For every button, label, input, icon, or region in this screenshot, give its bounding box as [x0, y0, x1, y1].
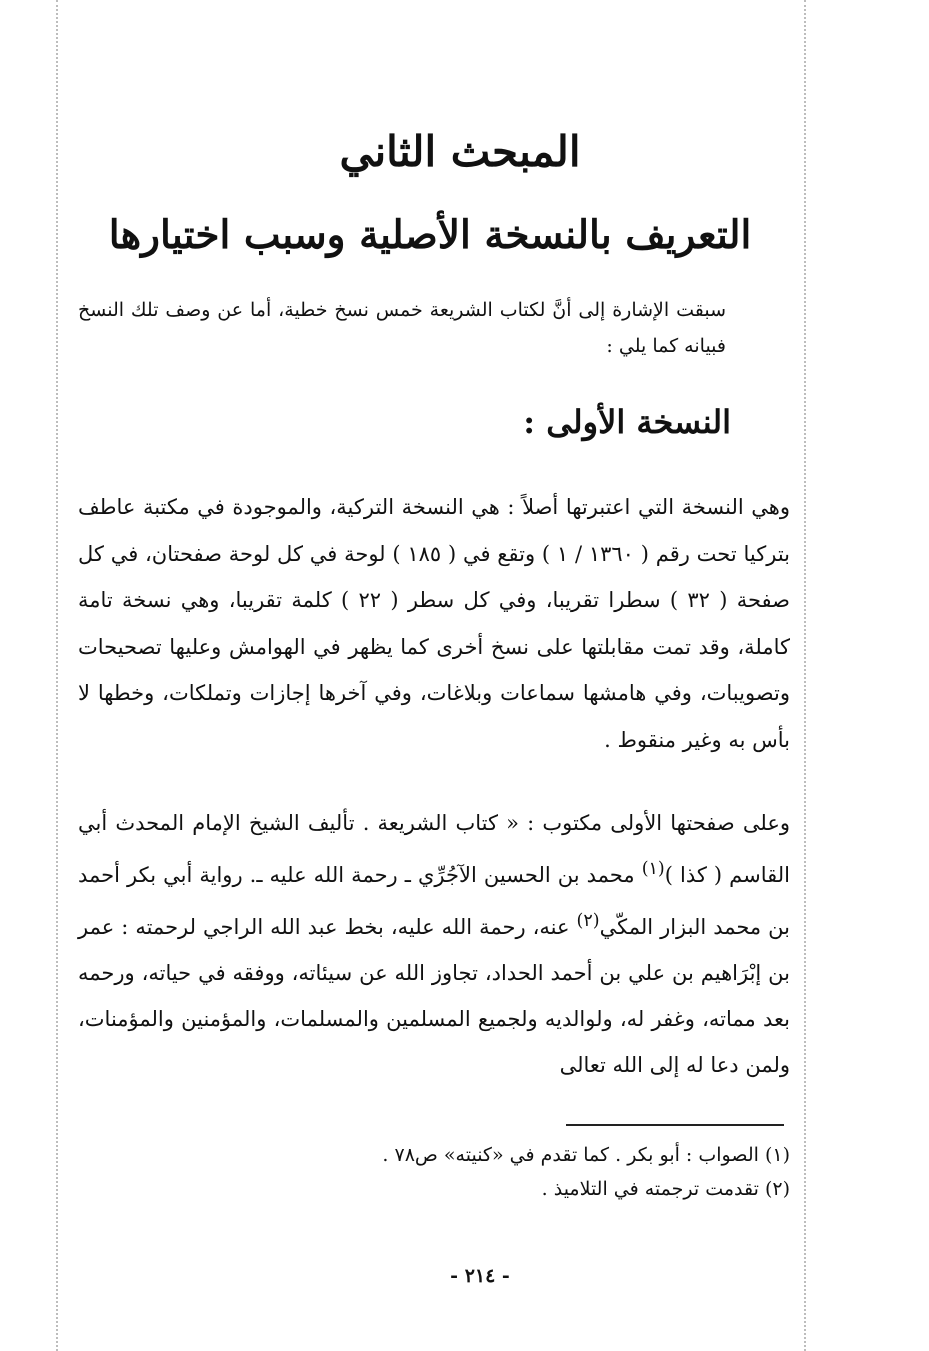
copy-heading: النسخة الأولى : — [523, 403, 731, 441]
footnote-2: (٢) تقدمت ترجمته في التلاميذ . — [541, 1178, 790, 1200]
footnote-1: (١) الصواب : أبو بكر . كما تقدم في «كنيته» ص٧٨ . — [382, 1144, 790, 1166]
footnote-ref-1: (١) — [641, 859, 665, 879]
page-edge-right-dotted — [804, 0, 806, 1351]
page-edge-left-dotted — [56, 0, 58, 1351]
page-number: - ٢١٤ - — [450, 1265, 510, 1287]
footnotes — [300, 1138, 790, 1206]
paragraph-text-part-a: وعلى صفحتها الأولى مكتوب : « كتاب الشريعة . تأليف الشيخ الإمام المحدث أبي القاسم ( كذا ) — [78, 811, 790, 887]
section-title: التعريف بالنسخة الأصلية وسبب اختيارها — [108, 212, 752, 258]
paragraph-text-part-b: محمد بن الحسين الآجُرِّي ـ رحمة الله عليه ـ. رواية أبي بكر أحمد بن محمد البزار المكّي — [78, 863, 791, 939]
paragraph-title-page-inscription — [78, 800, 790, 1088]
footnote-ref-2: (٢) — [576, 911, 600, 931]
chapter-title: المبحث الثاني — [339, 127, 581, 176]
paragraph-first-copy-description: وهي النسخة التي اعتبرتها أصلاً : هي النسخة التركية، والموجودة في مكتبة عاطف بتركيا تحت رقم ( ١٣٦٠ / ١ ) وتقع في ( ١٨٥ ) لوحة في كل لوحة صفحتان، في كل صفحة ( ٣٢ ) سطرا تقريبا، وفي كل سطر ( ٢٢ ) كلمة تقريبا، وهي نسخة تامة كاملة، وقد تمت مقابلتها على نسخ أخرى كما يظهر في الهوامش وعليها تصحيحات وتصويبات، وفي هامشها سماعات وبلاغات، وفي آخرها إجازات وتملكات، وخطها لا بأس به وغير منقوط . — [78, 495, 790, 752]
footnote-separator — [566, 1124, 784, 1126]
paragraph-text-part-c: عنه، رحمة الله عليه، بخط عبد الله الراجي لرحمته : عمر بن إبْرَاهيم بن علي بن أحمد الحداد، تجاوز الله عن سيئاته، ووفقه في حياته، ورحمه بعد مماته، وغفر له، ولوالديه ولجميع المسلمين والمسلمات، والمؤمنين والمؤمنات، ولمن دعا له إلى الله تعالى — [78, 915, 790, 1077]
intro-paragraph: سبقت الإشارة إلى أنَّ لكتاب الشريعة خمس نسخ خطية، أما عن وصف تلك النسخ فبيانه كما يلي : — [78, 299, 726, 357]
